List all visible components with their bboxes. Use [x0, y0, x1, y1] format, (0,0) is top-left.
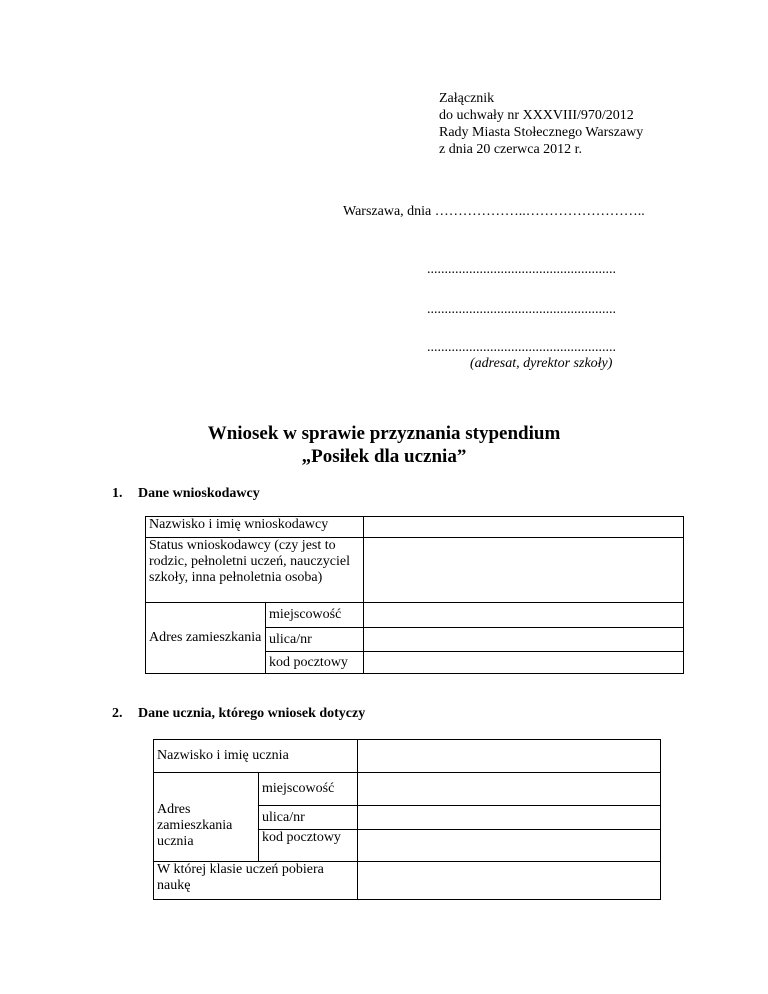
section-2-number: 2.: [112, 706, 123, 721]
section-1-title: Dane wnioskodawcy: [138, 486, 260, 501]
student-street-label: ulica/nr: [259, 806, 358, 830]
applicant-street-label: ulica/nr: [266, 628, 364, 652]
annex-line-4: z dnia 20 czerwca 2012 r.: [439, 142, 583, 157]
form-title-line-1: Wniosek w sprawie przyznania stypendium: [207, 423, 561, 444]
section-2-title: Dane ucznia, którego wniosek dotyczy: [138, 706, 366, 721]
annex-line-3: Rady Miasta Stołecznego Warszawy: [439, 125, 644, 140]
addressee-caption: (adresat, dyrektor szkoły): [470, 356, 613, 371]
student-name-field[interactable]: [358, 740, 661, 773]
applicant-table: [145, 516, 684, 674]
applicant-status-label: Status wnioskodawcy (czy jest to rodzic, pełnoletni uczeń, nauczyciel szkoły, inna pełnoletnia osoba): [146, 538, 364, 603]
student-city-field[interactable]: [358, 773, 661, 806]
student-address-label: Adres zamieszkania ucznia: [154, 773, 259, 862]
addressee-line-2: ......................................................: [427, 302, 616, 317]
applicant-postal-label: kod pocztowy: [266, 652, 364, 674]
student-street-field[interactable]: [358, 806, 661, 830]
applicant-address-label: Adres zamieszkania: [146, 603, 266, 674]
annex-note: [439, 90, 643, 158]
addressee-line-3: ......................................................: [427, 340, 616, 355]
form-title-line-2: „Posiłek dla ucznia”: [301, 446, 467, 467]
applicant-status-field[interactable]: [364, 538, 684, 603]
applicant-name-field[interactable]: [364, 517, 684, 538]
student-city-label: miejscowość: [259, 773, 358, 806]
student-class-field[interactable]: [358, 862, 661, 900]
applicant-name-label: Nazwisko i imię wnioskodawcy: [146, 517, 364, 538]
annex-line-1: Załącznik: [439, 91, 495, 106]
student-postal-label: kod pocztowy: [259, 830, 358, 862]
addressee-line-1: ......................................................: [427, 262, 616, 277]
student-name-label: Nazwisko i imię ucznia: [154, 740, 358, 773]
section-1-number: 1.: [112, 486, 123, 501]
applicant-city-field[interactable]: [364, 603, 684, 628]
applicant-street-field[interactable]: [364, 628, 684, 652]
applicant-city-label: miejscowość: [266, 603, 364, 628]
date-line: Warszawa, dnia ………………..……………………..: [343, 204, 645, 219]
student-table: [153, 739, 661, 900]
section-2-heading: [112, 706, 365, 722]
student-postal-field[interactable]: [358, 830, 661, 862]
student-class-label: W której klasie uczeń pobiera naukę: [154, 862, 358, 900]
section-1-heading: [112, 486, 260, 502]
annex-line-2: do uchwały nr XXXVIII/970/2012: [439, 108, 634, 123]
applicant-postal-field[interactable]: [364, 652, 684, 674]
